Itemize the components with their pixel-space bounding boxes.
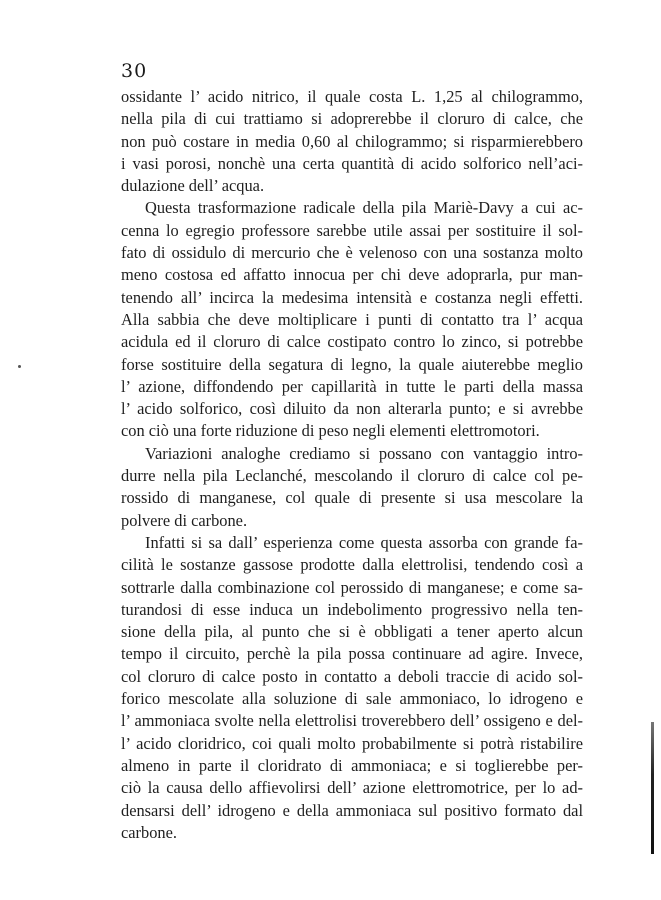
text-line: sione della pila, al punto che si è obbligati a tener aperto alcun	[121, 622, 583, 642]
text-line: tempo il circuito, perchè la pila possa continuare ad agire. Invece,	[121, 644, 583, 664]
text-line: cenna lo egregio professore sarebbe utile assai per sostituire il sol-	[121, 220, 583, 240]
text-line: Questa trasformazione radicale della pila Mariè-Davy a cui ac-	[145, 198, 583, 218]
text-line: forse sostituire della segatura di legno, la quale aiuterebbe meglio	[121, 354, 583, 374]
text-line: l’ azione, diffondendo per capillarità in tutte le parti della massa	[121, 376, 583, 396]
text-line: con ciò una forte riduzione di peso negli elementi elettromotori.	[121, 421, 540, 441]
text-line: sottrarle dalla combinazione col perossido di manganese; e come sa-	[121, 577, 583, 597]
text-line: Variazioni analoghe crediamo si possano con vantaggio intro-	[145, 443, 583, 463]
text-line: meno costosa ed affatto innocua per chi deve adoprarla, pur man-	[121, 265, 583, 285]
text-line: cilità le sostanze gassose prodotte dalla elettrolisi, tendendo così a	[121, 555, 583, 575]
text-line: forico mescolate alla soluzione di sale ammoniaco, lo idrogeno e	[121, 689, 583, 709]
text-line: dulazione dell’ acqua.	[121, 176, 265, 196]
page-number: 30	[121, 60, 148, 82]
text-line: Alla sabbia che deve moltiplicare i punti di contatto tra l’ acqua	[121, 309, 583, 329]
stray-ink-mark	[18, 365, 21, 368]
text-line: nella pila di cui trattiamo si adoprerebbe il cloruro di calce, che	[121, 109, 583, 129]
text-line: polvere di carbone.	[121, 510, 248, 530]
text-line: col cloruro di calce posto in contatto a deboli traccie di acido sol-	[121, 666, 583, 686]
text-line: non può costare in media 0,60 al chilogrammo; si risparmierebbero	[121, 131, 583, 151]
text-line: densarsi dell’ idrogeno e della ammoniaca sul positivo formato dal	[121, 800, 583, 820]
text-line: tenendo all’ incirca la medesima intensità e costanza negli effetti.	[121, 287, 583, 307]
text-line: l’ acido cloridrico, coi quali molto probabilmente si potrà ristabilire	[121, 733, 583, 753]
text-line: acidula ed il cloruro di calce costipato contro lo zinco, si potrebbe	[121, 332, 583, 352]
text-line: Infatti si sa dall’ esperienza come questa assorba con grande fa-	[145, 532, 583, 552]
text-line: rossido di manganese, col quale di presente si usa mescolare la	[121, 488, 583, 508]
text-line: carbone.	[121, 822, 177, 842]
body-text	[121, 86, 583, 844]
text-line: almeno in parte il cloridrato di ammoniaca; e si toglierebbe per-	[121, 755, 583, 775]
text-line: turandosi di esse induca un indebolimento progressivo nella ten-	[121, 599, 583, 619]
text-line: ciò la causa dello affievolirsi dell’ azione elettromotrice, per lo ad-	[121, 778, 583, 798]
text-line: fato di ossidulo di mercurio che è velenoso con una sostanza molto	[121, 243, 583, 263]
text-line: durre nella pila Leclanché, mescolando il cloruro di calce col pe-	[121, 466, 583, 486]
text-line: ossidante l’ acido nitrico, il quale costa L. 1,25 al chilogrammo,	[121, 87, 583, 106]
text-line: i vasi porosi, nonchè una certa quantità di acido solforico nell’aci-	[121, 153, 583, 173]
text-line: l’ ammoniaca svolte nella elettrolisi troverebbero dell’ ossigeno e del-	[121, 711, 583, 731]
page-edge-mark	[651, 722, 654, 854]
text-line: l’ acido solforico, così diluito da non alterarla punto; e si avrebbe	[121, 399, 583, 419]
